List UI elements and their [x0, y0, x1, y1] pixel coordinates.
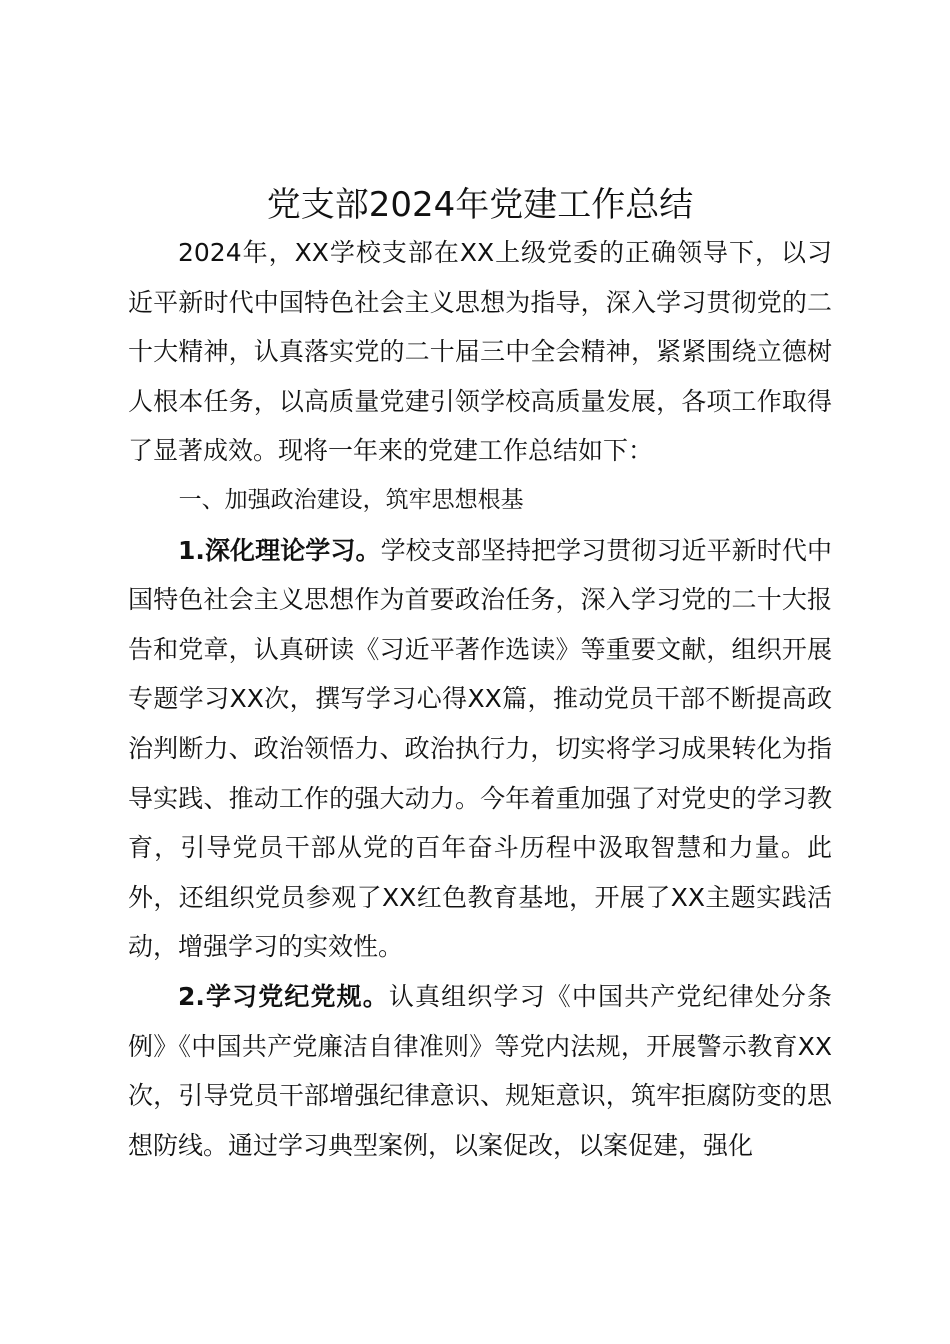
item-1-lead: 1.深化理论学习。	[178, 535, 381, 565]
item-1-paragraph	[128, 526, 832, 972]
item-2-lead: 2.学习党纪党规。	[178, 981, 389, 1011]
intro-paragraph: 2024年，XX学校支部在XX上级党委的正确领导下，以习近平新时代中国特色社会主义思想为指导，深入学习贯彻党的二十大精神，认真落实党的二十届三中全会精神，紧紧围绕立德树人根本任务，以高质量党建引领学校高质量发展，各项工作取得了显著成效。现将一年来的党建工作总结如下：	[128, 238, 832, 466]
item-2-body: 认真组织学习《中国共产党纪律处分条例》《中国共产党廉洁自律准则》等党内法规，开展警示教育XX次，引导党员干部增强纪律意识、规矩意识，筑牢拒腐防变的思想防线。通过学习典型案例，以案促改，以案促建，强化	[128, 981, 832, 1160]
document-title: 党支部2024年党建工作总结	[266, 185, 694, 225]
section-heading: 一、加强政治建设，筑牢思想根基	[178, 486, 524, 513]
item-1-body: 学校支部坚持把学习贯彻习近平新时代中国特色社会主义思想作为首要政治任务，深入学习党的二十大报告和党章，认真研读《习近平著作选读》等重要文献，组织开展专题学习XX次，撰写学习心得XX篇，推动党员干部不断提高政治判断力、政治领悟力、政治执行力，切实将学习成果转化为指导实践、推动工作的强大动力。今年着重加强了对党史的学习教育，引导党员干部从党的百年奋斗历程中汲取智慧和力量。此外，还组织党员参观了XX红色教育基地，开展了XX主题实践活动，增强学习的实效性。	[128, 535, 832, 962]
document-page	[128, 182, 832, 1170]
item-2-paragraph	[128, 972, 832, 1170]
